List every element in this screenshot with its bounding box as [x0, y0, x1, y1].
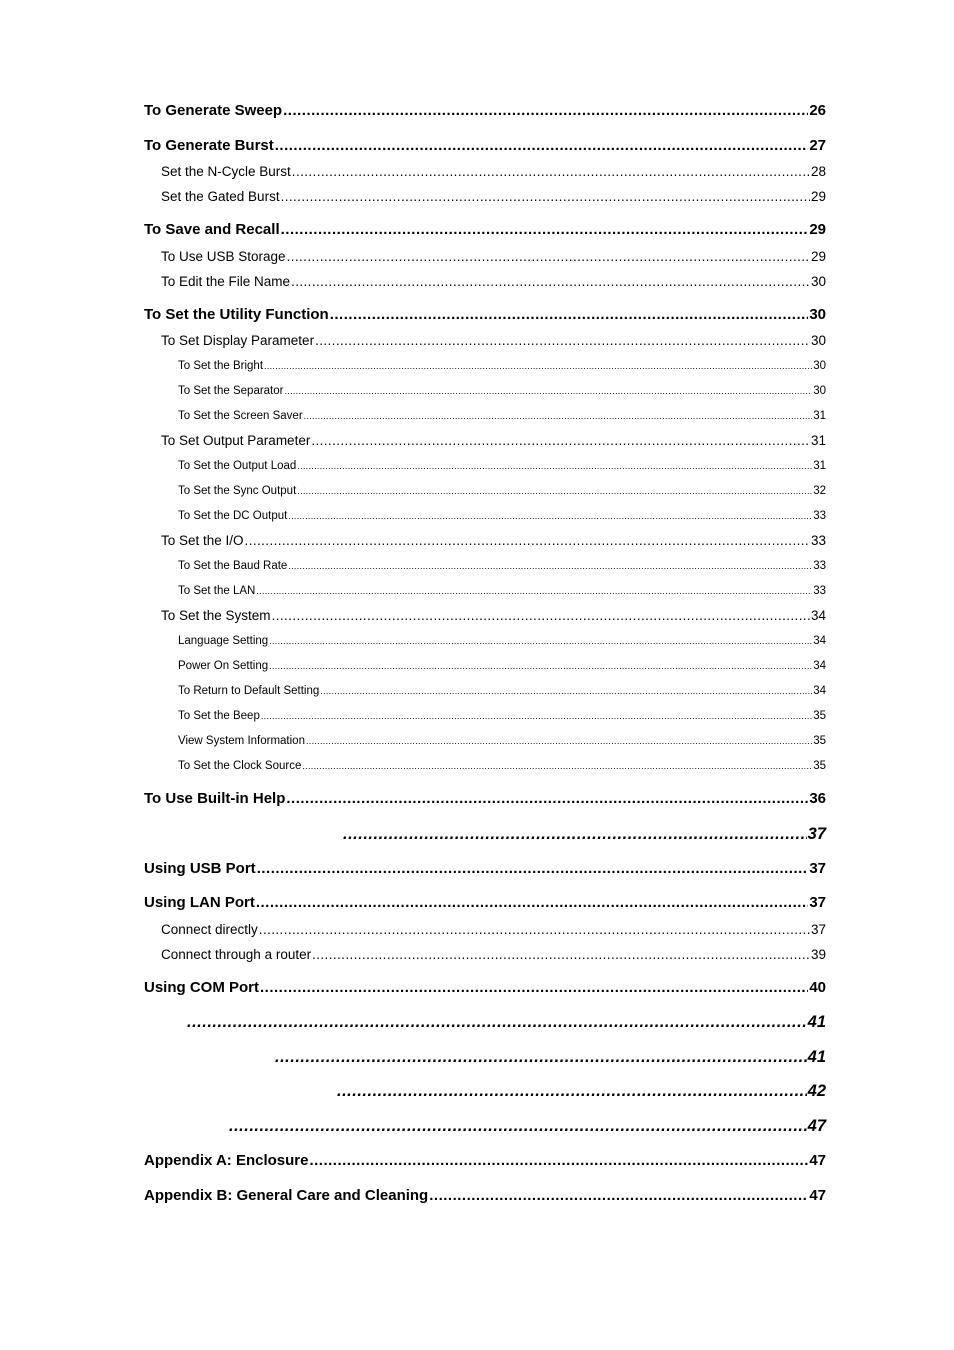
toc-entry-title: Set the Gated Burst [161, 189, 280, 204]
toc-leader-dots [304, 412, 813, 421]
toc-leader-dots [320, 687, 812, 696]
toc-entry[interactable] [144, 711, 826, 723]
toc-page-number: 31 [813, 460, 826, 472]
toc-entry[interactable] [144, 307, 826, 322]
toc-entry[interactable] [144, 561, 826, 573]
toc-page-number: 33 [810, 533, 826, 548]
toc-entry-title: Using USB Port [144, 860, 256, 877]
toc-entry[interactable] [144, 334, 826, 348]
toc-entry[interactable] [144, 636, 826, 648]
toc-entry-title: Appendix A: Enclosure [144, 1152, 309, 1169]
toc-leader-dots [187, 1014, 807, 1031]
toc-entry[interactable] [144, 826, 826, 843]
toc-leader-dots [297, 487, 812, 496]
toc-leader-dots [302, 762, 812, 771]
toc-leader-dots [261, 712, 812, 721]
toc-page-number: 37 [809, 894, 826, 911]
toc-leader-dots [229, 1118, 807, 1135]
toc-leader-dots [257, 861, 809, 876]
toc-entry[interactable] [144, 980, 826, 995]
toc-entry-title: To Set the I/O [161, 533, 244, 548]
toc-entry-title: Appendix B: General Care and Cleaning [144, 1187, 429, 1204]
toc-page-number: 33 [813, 560, 826, 572]
toc-page-number: 30 [809, 306, 826, 323]
toc-page-number: 47 [807, 1117, 826, 1135]
toc-leader-dots [275, 138, 809, 153]
table-of-contents [144, 0, 826, 1350]
toc-page-number: 47 [809, 1152, 826, 1169]
toc-page-number: 37 [810, 922, 826, 937]
toc-leader-dots [283, 103, 808, 118]
toc-page-number: 31 [813, 410, 826, 422]
toc-page-number: 30 [813, 360, 826, 372]
toc-entry[interactable] [144, 609, 826, 623]
toc-entry[interactable] [144, 138, 826, 153]
toc-leader-dots [286, 791, 808, 806]
toc-entry[interactable] [144, 1118, 826, 1135]
toc-entry-title: To Set the LAN [178, 585, 256, 597]
toc-page-number: 30 [810, 333, 826, 348]
toc-page-number: 41 [807, 1048, 826, 1066]
toc-entry[interactable] [144, 923, 826, 937]
toc-leader-dots [291, 275, 810, 289]
toc-entry[interactable] [144, 948, 826, 962]
toc-entry-title: View System Information [178, 735, 305, 747]
toc-entry-title: To Use Built-in Help [144, 790, 286, 807]
toc-entry-title: To Use USB Storage [161, 249, 286, 264]
toc-entry-title: Connect directly [161, 922, 258, 937]
toc-page-number: 40 [809, 979, 826, 996]
toc-page-number: 29 [810, 189, 826, 204]
toc-page-number: 42 [807, 1082, 826, 1100]
toc-page-number: 35 [813, 760, 826, 772]
toc-page-number: 34 [813, 660, 826, 672]
toc-entry[interactable] [144, 486, 826, 498]
toc-page-number: 35 [813, 710, 826, 722]
toc-leader-dots [256, 895, 808, 910]
toc-page-number: 37 [807, 825, 826, 843]
toc-entry[interactable] [144, 1014, 826, 1031]
toc-page-number: 33 [813, 585, 826, 597]
toc-entry[interactable] [144, 361, 826, 373]
toc-entry[interactable] [144, 275, 826, 289]
toc-entry[interactable] [144, 895, 826, 910]
toc-entry[interactable] [144, 1083, 826, 1100]
toc-leader-dots [288, 562, 812, 571]
toc-entry[interactable] [144, 511, 826, 523]
toc-page-number: 29 [810, 249, 826, 264]
toc-leader-dots [315, 334, 810, 348]
toc-entry-title: To Set Display Parameter [161, 333, 315, 348]
toc-entry[interactable] [144, 190, 826, 204]
toc-entry[interactable] [144, 661, 826, 673]
toc-entry[interactable] [144, 103, 826, 118]
toc-page-number: 41 [807, 1013, 826, 1031]
toc-leader-dots [297, 462, 812, 471]
toc-page-number: 39 [810, 947, 826, 962]
toc-entry[interactable] [144, 434, 826, 448]
toc-page-number: 32 [813, 485, 826, 497]
toc-leader-dots [306, 737, 812, 746]
toc-page-number: 36 [809, 790, 826, 807]
toc-entry[interactable] [144, 250, 826, 264]
toc-entry[interactable] [144, 736, 826, 748]
toc-entry-title: Language Setting [178, 635, 269, 647]
toc-entry-title: Connect through a router [161, 947, 312, 962]
toc-entry[interactable] [144, 1153, 826, 1168]
toc-entry[interactable] [144, 411, 826, 423]
toc-entry[interactable] [144, 791, 826, 806]
toc-entry-title: Power On Setting [178, 660, 269, 672]
toc-page-number: 31 [810, 433, 826, 448]
toc-page-number: 30 [813, 385, 826, 397]
toc-page-number: 29 [809, 221, 826, 238]
toc-entry-title: To Edit the File Name [161, 274, 291, 289]
toc-leader-dots [343, 826, 807, 843]
toc-entry-title: Using COM Port [144, 979, 259, 996]
toc-entry-title: To Set the System [161, 608, 271, 623]
toc-page-number: 34 [813, 685, 826, 697]
toc-entry-title: To Set the Screen Saver [178, 410, 303, 422]
toc-entry-title: Set the N-Cycle Burst [161, 164, 291, 179]
toc-page-number: 37 [809, 860, 826, 877]
toc-leader-dots [311, 434, 810, 448]
toc-leader-dots [312, 948, 810, 962]
toc-leader-dots [269, 662, 812, 671]
toc-leader-dots [287, 250, 810, 264]
toc-entry-title: To Set the Sync Output [178, 485, 297, 497]
toc-entry-title: To Return to Default Setting [178, 685, 320, 697]
toc-entry[interactable] [144, 586, 826, 598]
toc-entry-title: To Generate Sweep [144, 102, 283, 119]
toc-leader-dots [272, 609, 810, 623]
toc-entry-title: To Set the DC Output [178, 510, 288, 522]
toc-entry[interactable] [144, 165, 826, 179]
toc-entry-title: To Save and Recall [144, 221, 280, 238]
toc-entry[interactable] [144, 534, 826, 548]
toc-leader-dots [309, 1153, 808, 1168]
toc-entry[interactable] [144, 386, 826, 398]
toc-entry-title: To Set the Bright [178, 360, 264, 372]
toc-entry-title: To Set Output Parameter [161, 433, 311, 448]
toc-page-number: 30 [810, 274, 826, 289]
toc-leader-dots [260, 980, 808, 995]
toc-page-number: 34 [813, 635, 826, 647]
toc-leader-dots [292, 165, 810, 179]
toc-page-number: 26 [809, 102, 826, 119]
toc-entry[interactable] [144, 761, 826, 773]
toc-entry[interactable] [144, 461, 826, 473]
toc-leader-dots [256, 587, 812, 596]
toc-entry-title: Using LAN Port [144, 894, 255, 911]
toc-entry-title: To Generate Burst [144, 137, 274, 154]
toc-entry-title: To Set the Clock Source [178, 760, 302, 772]
toc-entry[interactable] [144, 861, 826, 876]
toc-page-number: 47 [809, 1187, 826, 1204]
toc-page-number: 33 [813, 510, 826, 522]
toc-page-number: 27 [809, 137, 826, 154]
toc-leader-dots [330, 307, 809, 322]
toc-entry[interactable] [144, 1049, 826, 1066]
toc-leader-dots [337, 1083, 807, 1100]
toc-entry-title: To Set the Baud Rate [178, 560, 288, 572]
toc-page-number: 34 [810, 608, 826, 623]
toc-entry-title: To Set the Output Load [178, 460, 297, 472]
toc-leader-dots [269, 637, 812, 646]
toc-leader-dots [281, 222, 809, 237]
toc-entry-title: To Set the Utility Function [144, 306, 329, 323]
toc-leader-dots [281, 190, 810, 204]
toc-leader-dots [284, 387, 812, 396]
toc-leader-dots [288, 512, 812, 521]
toc-page-number: 28 [810, 164, 826, 179]
toc-entry[interactable] [144, 686, 826, 698]
toc-entry-title: To Set the Separator [178, 385, 284, 397]
toc-entry-title: To Set the Beep [178, 710, 260, 722]
toc-entry[interactable] [144, 1188, 826, 1203]
toc-page-number: 35 [813, 735, 826, 747]
toc-entry[interactable] [144, 222, 826, 237]
toc-leader-dots [275, 1049, 807, 1066]
toc-leader-dots [259, 923, 810, 937]
toc-leader-dots [264, 362, 812, 371]
toc-leader-dots [429, 1188, 808, 1203]
toc-leader-dots [245, 534, 810, 548]
